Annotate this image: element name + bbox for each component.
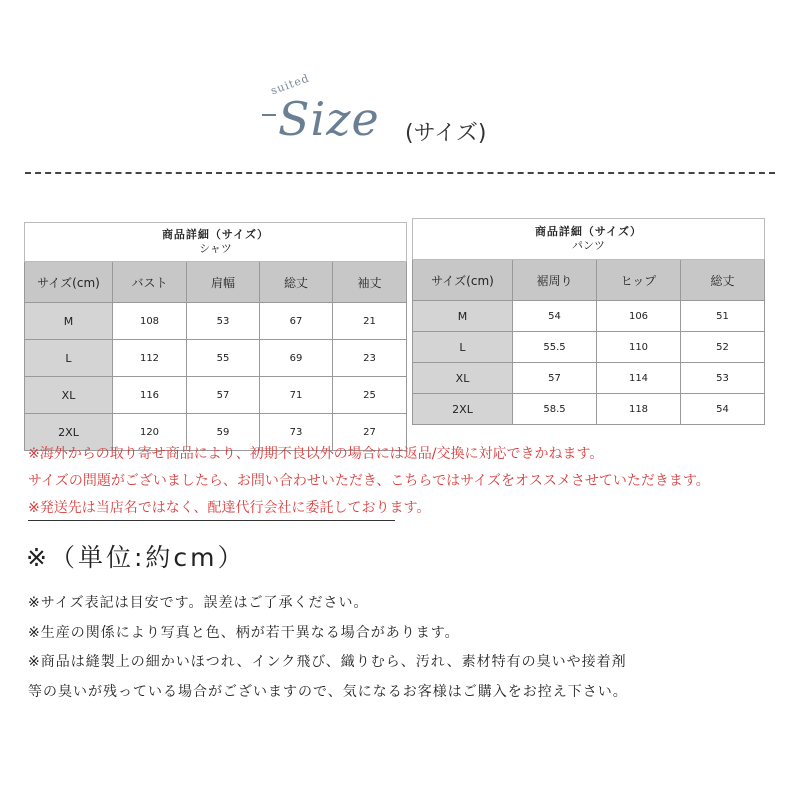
table-header-row bbox=[413, 260, 765, 301]
table-header-row bbox=[25, 262, 407, 303]
table-cell: 57 bbox=[513, 363, 597, 394]
table-cell: 55 bbox=[187, 340, 260, 377]
column-header: 総丈 bbox=[681, 260, 765, 301]
table-cell: 110 bbox=[597, 332, 681, 363]
note-line: 等の臭いが残っている場合がございますので、気になるお客様はご購入をお控え下さい。 bbox=[28, 683, 628, 700]
note-line: ※生産の関係により写真と色、柄が若干異なる場合があります。 bbox=[28, 624, 460, 641]
table-cell: 67 bbox=[260, 303, 333, 340]
table-cell: 55.5 bbox=[513, 332, 597, 363]
column-header: バスト bbox=[113, 262, 187, 303]
size-label-cell: 2XL bbox=[25, 414, 113, 451]
size-label-cell: L bbox=[413, 332, 513, 363]
table-cell: 25 bbox=[333, 377, 407, 414]
pants-size-table bbox=[412, 218, 765, 425]
warning-notes bbox=[28, 441, 710, 522]
table-cell: 59 bbox=[187, 414, 260, 451]
warning-note: ※海外からの取り寄せ商品により、初期不良以外の場合には返品/交換に対応できかねます。 bbox=[28, 446, 604, 462]
table-row bbox=[413, 363, 765, 394]
table-cell: 53 bbox=[681, 363, 765, 394]
table-cell: 58.5 bbox=[513, 394, 597, 425]
table-cell: 54 bbox=[513, 301, 597, 332]
shirt-size-table bbox=[24, 222, 407, 451]
table-cell: 120 bbox=[113, 414, 187, 451]
size-label-cell: L bbox=[25, 340, 113, 377]
column-header: 総丈 bbox=[260, 262, 333, 303]
table-title-row bbox=[25, 223, 407, 262]
logo-small-text: suited bbox=[268, 71, 312, 98]
table-subtitle-text: パンツ bbox=[572, 239, 605, 252]
size-label-cell: M bbox=[25, 303, 113, 340]
column-header: 肩幅 bbox=[187, 262, 260, 303]
table-row bbox=[413, 332, 765, 363]
column-header: サイズ(cm) bbox=[413, 260, 513, 301]
logo-size: Size bbox=[278, 92, 380, 146]
table-title bbox=[413, 219, 765, 260]
table-cell: 106 bbox=[597, 301, 681, 332]
header-subtitle: (サイズ) bbox=[405, 121, 487, 146]
warning-note: ※発送先は当店名ではなく、配達代行会社に委託しております。 bbox=[28, 500, 431, 516]
separator-line bbox=[28, 520, 395, 521]
table-cell: 73 bbox=[260, 414, 333, 451]
general-notes bbox=[28, 589, 628, 707]
logo-dash bbox=[262, 114, 276, 116]
table-cell: 23 bbox=[333, 340, 407, 377]
table-cell: 27 bbox=[333, 414, 407, 451]
table-cell: 116 bbox=[113, 377, 187, 414]
table-cell: 112 bbox=[113, 340, 187, 377]
note-line: ※商品は縫製上の細かいほつれ、インク飛び、織りむら、汚れ、素材特有の臭いや接着剤 bbox=[28, 654, 627, 670]
table-cell: 52 bbox=[681, 332, 765, 363]
column-header: ヒップ bbox=[597, 260, 681, 301]
table-row bbox=[25, 303, 407, 340]
size-header bbox=[0, 70, 800, 160]
dashed-divider bbox=[25, 172, 775, 174]
table-title-text: 商品詳細（サイズ） bbox=[534, 225, 643, 238]
table-row bbox=[25, 340, 407, 377]
table-title bbox=[25, 223, 407, 262]
table-cell: 53 bbox=[187, 303, 260, 340]
table-cell: 108 bbox=[113, 303, 187, 340]
table-cell: 114 bbox=[597, 363, 681, 394]
table-title-row bbox=[413, 219, 765, 260]
table-row bbox=[413, 301, 765, 332]
table-cell: 71 bbox=[260, 377, 333, 414]
table-cell: 57 bbox=[187, 377, 260, 414]
size-label-cell: 2XL bbox=[413, 394, 513, 425]
table-row bbox=[413, 394, 765, 425]
size-label-cell: XL bbox=[25, 377, 113, 414]
table-row bbox=[25, 377, 407, 414]
table-cell: 21 bbox=[333, 303, 407, 340]
column-header: 裾周り bbox=[513, 260, 597, 301]
size-label-cell: XL bbox=[413, 363, 513, 394]
warning-note: サイズの問題がございましたら、お問い合わせいただき、こちらではサイズをオススメさせていただきます。 bbox=[28, 473, 710, 489]
column-header: 袖丈 bbox=[333, 262, 407, 303]
column-header: サイズ(cm) bbox=[25, 262, 113, 303]
table-subtitle-text: シャツ bbox=[199, 242, 232, 255]
table-title-text: 商品詳細（サイズ） bbox=[161, 228, 270, 241]
unit-label: ※（単位:約cm） bbox=[26, 543, 246, 572]
table-cell: 51 bbox=[681, 301, 765, 332]
size-label-cell: M bbox=[413, 301, 513, 332]
table-cell: 118 bbox=[597, 394, 681, 425]
note-line: ※サイズ表記は目安です。誤差はご了承ください。 bbox=[28, 595, 369, 611]
table-cell: 54 bbox=[681, 394, 765, 425]
table-cell: 69 bbox=[260, 340, 333, 377]
